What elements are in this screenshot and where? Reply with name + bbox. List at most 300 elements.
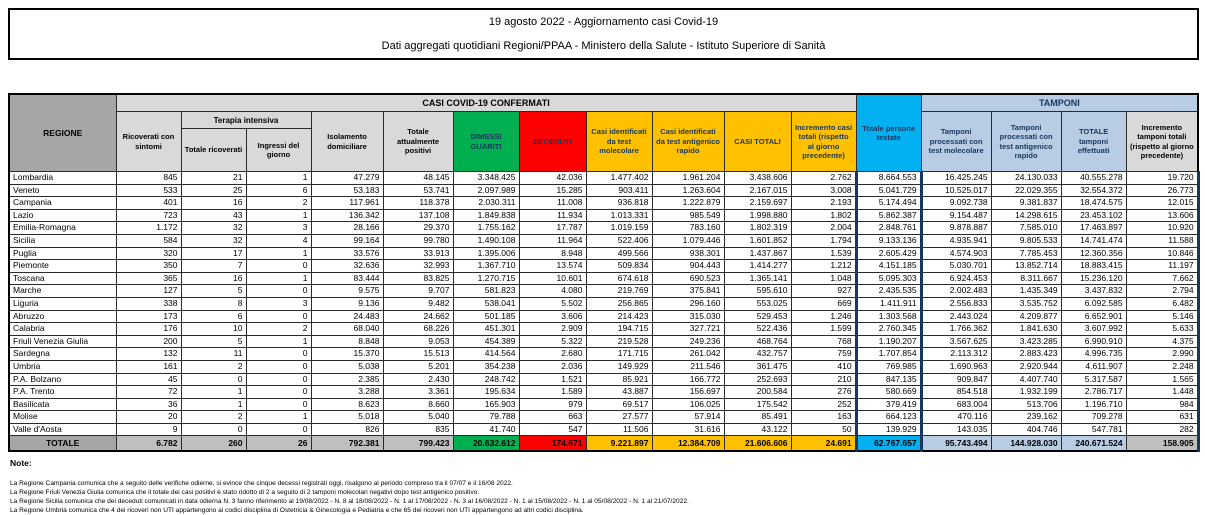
cell-value: 12.015 [1126, 197, 1198, 210]
cell-value: 158.905 [1126, 436, 1198, 452]
report-title-line2: Dati aggregati quotidiani Regioni/PPAA - Ministero della Salute - Istituto Superiore di Sanità [381, 40, 826, 52]
cell-value: 1.367.710 [453, 260, 519, 273]
cell-value: 3 [246, 222, 311, 235]
header-group-terapia-intensiva: Terapia intensiva [181, 112, 311, 129]
region-name: Sicilia [9, 234, 116, 247]
cell-value: 83.825 [383, 272, 453, 285]
cell-value: 143.035 [921, 423, 991, 436]
cell-value: 15.370 [311, 348, 383, 361]
region-name: Valle d'Aosta [9, 423, 116, 436]
cell-value: 7 [181, 260, 246, 273]
header-casi-totali: CASI TOTALI [724, 112, 791, 172]
cell-value: 5.633 [1126, 323, 1198, 336]
cell-value: 136.342 [311, 209, 383, 222]
cell-value: 282 [1126, 423, 1198, 436]
cell-value: 173 [116, 310, 181, 323]
cell-value: 1.019.159 [586, 222, 652, 235]
table-row [9, 323, 1198, 336]
cell-value: 26 [246, 436, 311, 452]
cell-value: 11.008 [519, 197, 586, 210]
cell-value: 68.040 [311, 323, 383, 336]
cell-value: 547 [519, 423, 586, 436]
cell-value: 8.623 [311, 398, 383, 411]
cell-value: 10.601 [519, 272, 586, 285]
cell-value: 2.443.024 [921, 310, 991, 323]
cell-value: 6.092.585 [1061, 297, 1126, 310]
cell-value: 33.913 [383, 247, 453, 260]
cell-value: 53.741 [383, 184, 453, 197]
cell-value: 3.607.992 [1061, 323, 1126, 336]
cell-value: 25 [181, 184, 246, 197]
cell-value: 43 [181, 209, 246, 222]
cell-value: 580.669 [856, 386, 921, 399]
cell-value: 984 [1126, 398, 1198, 411]
cell-value: 127 [116, 285, 181, 298]
cell-value: 6 [181, 310, 246, 323]
cell-value: 5.201 [383, 360, 453, 373]
cell-value: 454.389 [453, 335, 519, 348]
cell-value: 1.599 [791, 323, 856, 336]
cell-value: 24.483 [311, 310, 383, 323]
cell-value: 14.741.474 [1061, 234, 1126, 247]
region-name: Toscana [9, 272, 116, 285]
cell-value: 2 [246, 197, 311, 210]
cell-value: 979 [519, 398, 586, 411]
cell-value: 1.802 [791, 209, 856, 222]
cell-value: 938.301 [652, 247, 724, 260]
table-row [9, 260, 1198, 273]
cell-value: 6.782 [116, 436, 181, 452]
cell-value: 13.852.714 [991, 260, 1061, 273]
region-name: Umbria [9, 360, 116, 373]
cell-value: 8.848 [311, 335, 383, 348]
cell-value: 12.360.356 [1061, 247, 1126, 260]
cell-value: 41.740 [453, 423, 519, 436]
table-row [9, 386, 1198, 399]
note-line: La Regione Friuli Venezia Giulia comunica che il totale dei casi positivi è stato ridotto di 2 a seguito di 2 tamponi molecolari negativi dopo test antigenico positivo. [10, 489, 480, 496]
region-name: Lombardia [9, 172, 116, 185]
cell-value: 553.025 [724, 297, 791, 310]
note-line: La Regione Sicilia comunica che dei deceduti comunicati in data odierna N. 3 fanno riferimento al 19/08/2022 - N. 8 al 18/08/2022 - N. 1 al 17/08/2022 - N. 3 al 16/08/2022 - N. 1 al 15/08/2022 - N. 1 al 05/08/2022 - N. 1 al 21/07/2022. [10, 498, 689, 505]
cell-value: 845 [116, 172, 181, 185]
cell-value: 15.285 [519, 184, 586, 197]
cell-value: 354.238 [453, 360, 519, 373]
cell-value: 24.691 [791, 436, 856, 452]
table-row [9, 335, 1198, 348]
header-incremento-casi: Incremento casi totali (rispetto al giorno precedente) [791, 112, 856, 172]
cell-value: 99.164 [311, 234, 383, 247]
cell-value: 4.935.941 [921, 234, 991, 247]
table-row [9, 348, 1198, 361]
cell-value: 32.554.372 [1061, 184, 1126, 197]
region-name: Marche [9, 285, 116, 298]
cell-value: 40.555.278 [1061, 172, 1126, 185]
cell-value: 5 [181, 285, 246, 298]
cell-value: 2.167.015 [724, 184, 791, 197]
cell-value: 1 [246, 172, 311, 185]
notes-section [10, 458, 1190, 515]
cell-value: 5.040 [383, 411, 453, 424]
cell-value: 5.018 [311, 411, 383, 424]
cell-value: 3.348.425 [453, 172, 519, 185]
cell-value: 106.025 [652, 398, 724, 411]
cell-value: 24.662 [383, 310, 453, 323]
cell-value: 4.574.903 [921, 247, 991, 260]
cell-value: 260 [181, 436, 246, 452]
table-row [9, 360, 1198, 373]
cell-value: 48.145 [383, 172, 453, 185]
cell-value: 792.381 [311, 436, 383, 452]
cell-value: 5.030.701 [921, 260, 991, 273]
cell-value: 2.920.944 [991, 360, 1061, 373]
cell-value: 4.209.877 [991, 310, 1061, 323]
table-row [9, 197, 1198, 210]
cell-value: 3.288 [311, 386, 383, 399]
cell-value: 631 [1126, 411, 1198, 424]
cell-value: 10.525.017 [921, 184, 991, 197]
cell-value: 57.914 [652, 411, 724, 424]
cell-value: 468.764 [724, 335, 791, 348]
cell-value: 5.317.587 [1061, 373, 1126, 386]
region-name: Puglia [9, 247, 116, 260]
cell-value: 3.361 [383, 386, 453, 399]
cell-value: 2 [181, 411, 246, 424]
table-row [9, 247, 1198, 260]
cell-value: 4.996.735 [1061, 348, 1126, 361]
cell-value: 194.715 [586, 323, 652, 336]
table-row [9, 172, 1198, 185]
cell-value: 522.406 [586, 234, 652, 247]
cell-value: 10 [181, 323, 246, 336]
cell-value: 17 [181, 247, 246, 260]
cell-value: 2 [246, 323, 311, 336]
cell-value: 17.463.897 [1061, 222, 1126, 235]
cell-value: 1.411.911 [856, 297, 921, 310]
cell-value: 4.151.185 [856, 260, 921, 273]
cell-value: 0 [246, 360, 311, 373]
cell-value: 165.903 [453, 398, 519, 411]
cell-value: 163 [791, 411, 856, 424]
cell-value: 1.246 [791, 310, 856, 323]
cell-value: 4.407.740 [991, 373, 1061, 386]
table-row [9, 184, 1198, 197]
cell-value: 24.130.033 [991, 172, 1061, 185]
cell-value: 683.004 [921, 398, 991, 411]
cell-value: 132 [116, 348, 181, 361]
cell-value: 118.378 [383, 197, 453, 210]
cell-value: 7.662 [1126, 272, 1198, 285]
table-row [9, 411, 1198, 424]
cell-value: 3.535.752 [991, 297, 1061, 310]
cell-value: 529.453 [724, 310, 791, 323]
cell-value: 9.133.136 [856, 234, 921, 247]
cell-value: 8.948 [519, 247, 586, 260]
cell-value: 16 [181, 197, 246, 210]
cell-value: 1.172 [116, 222, 181, 235]
cell-value: 8.664.553 [856, 172, 921, 185]
cell-value: 276 [791, 386, 856, 399]
cell-value: 2.248 [1126, 360, 1198, 373]
cell-value: 783.160 [652, 222, 724, 235]
cell-value: 835 [383, 423, 453, 436]
cell-value: 36 [116, 398, 181, 411]
region-name: Lazio [9, 209, 116, 222]
cell-value: 21 [181, 172, 246, 185]
cell-value: 6 [246, 184, 311, 197]
region-name: Abruzzo [9, 310, 116, 323]
header-terapia-totale-ricoverati: Totale ricoverati [181, 129, 246, 172]
cell-value: 1.998.880 [724, 209, 791, 222]
cell-value: 1.263.604 [652, 184, 724, 197]
cell-value: 1.601.852 [724, 234, 791, 247]
cell-value: 22.029.355 [991, 184, 1061, 197]
cell-value: 451.301 [453, 323, 519, 336]
cell-value: 909.847 [921, 373, 991, 386]
cell-value: 365 [116, 272, 181, 285]
cell-value: 85.921 [586, 373, 652, 386]
cell-value: 581.823 [453, 285, 519, 298]
cell-value: 547.781 [1061, 423, 1126, 436]
cell-value: 18.883.415 [1061, 260, 1126, 273]
cell-value: 3.438.606 [724, 172, 791, 185]
cell-value: 8.660 [383, 398, 453, 411]
region-name: Molise [9, 411, 116, 424]
cell-value: 12.384.709 [652, 436, 724, 452]
cell-value: 3 [246, 297, 311, 310]
cell-value: 2.004 [791, 222, 856, 235]
cell-value: 2.990 [1126, 348, 1198, 361]
cell-value: 214.423 [586, 310, 652, 323]
table-row [9, 373, 1198, 386]
cell-value: 11.197 [1126, 260, 1198, 273]
cell-value: 0 [246, 260, 311, 273]
cell-value: 1.414.277 [724, 260, 791, 273]
header-ricoverati-sintomi: Ricoverati con sintomi [116, 112, 181, 172]
cell-value: 9.092.738 [921, 197, 991, 210]
cell-value: 29.370 [383, 222, 453, 235]
region-name: P.A. Trento [9, 386, 116, 399]
cell-value: 927 [791, 285, 856, 298]
cell-value: 854.518 [921, 386, 991, 399]
cell-value: 10.846 [1126, 247, 1198, 260]
cell-value: 171.715 [586, 348, 652, 361]
cell-value: 6.652.901 [1061, 310, 1126, 323]
table-body [9, 172, 1198, 452]
cell-value: 9.154.487 [921, 209, 991, 222]
cell-value: 174.571 [519, 436, 586, 452]
cell-value: 1.707.854 [856, 348, 921, 361]
cell-value: 410 [791, 360, 856, 373]
cell-value: 11.588 [1126, 234, 1198, 247]
cell-value: 1.435.349 [991, 285, 1061, 298]
cell-value: 350 [116, 260, 181, 273]
cell-value: 1.013.331 [586, 209, 652, 222]
cell-value: 1.270.715 [453, 272, 519, 285]
report-title-line1: 19 agosto 2022 - Aggiornamento casi Covid-19 [488, 16, 719, 28]
cell-value: 3.008 [791, 184, 856, 197]
cell-value: 903.411 [586, 184, 652, 197]
cell-value: 0 [246, 398, 311, 411]
cell-value: 3.567.625 [921, 335, 991, 348]
cell-value: 83.444 [311, 272, 383, 285]
header-totale-tamponi: TOTALE tamponi effettuati [1061, 112, 1126, 172]
cell-value: 723 [116, 209, 181, 222]
cell-value: 1.589 [519, 386, 586, 399]
cell-value: 4.080 [519, 285, 586, 298]
cell-value: 4 [246, 234, 311, 247]
cell-value: 1.849.838 [453, 209, 519, 222]
cell-value: 1.395.006 [453, 247, 519, 260]
cell-value: 759 [791, 348, 856, 361]
cell-value: 1.477.402 [586, 172, 652, 185]
cell-value: 338 [116, 297, 181, 310]
cell-value: 2.883.423 [991, 348, 1061, 361]
cell-value: 2.909 [519, 323, 586, 336]
cell-value: 0 [246, 386, 311, 399]
cell-value: 2.786.717 [1061, 386, 1126, 399]
cell-value: 1.303.568 [856, 310, 921, 323]
cell-value: 3.437.832 [1061, 285, 1126, 298]
header-group-casi-confermati: CASI COVID-19 CONFERMATI [116, 94, 856, 112]
cell-value: 2.385 [311, 373, 383, 386]
cell-value: 256.865 [586, 297, 652, 310]
header-incremento-tamponi: Incremento tamponi totali (rispetto al giorno precedente) [1126, 112, 1198, 172]
cell-value: 1.079.446 [652, 234, 724, 247]
cell-value: 0 [181, 423, 246, 436]
cell-value: 1 [181, 386, 246, 399]
cell-value: 663 [519, 411, 586, 424]
cell-value: 210 [791, 373, 856, 386]
cell-value: 0 [246, 310, 311, 323]
cell-value: 669 [791, 297, 856, 310]
cell-value: 200 [116, 335, 181, 348]
cell-value: 69.517 [586, 398, 652, 411]
cell-value: 2.113.312 [921, 348, 991, 361]
cell-value: 117.961 [311, 197, 383, 210]
cell-value: 240.671.524 [1061, 436, 1126, 452]
cell-value: 5.174.494 [856, 197, 921, 210]
notes-title: Note: [10, 458, 32, 468]
cell-value: 768 [791, 335, 856, 348]
cell-value: 8.311.667 [991, 272, 1061, 285]
cell-value: 1.521 [519, 373, 586, 386]
cell-value: 1.690.963 [921, 360, 991, 373]
cell-value: 1.565 [1126, 373, 1198, 386]
cell-value: 509.834 [586, 260, 652, 273]
cell-value: 31.616 [652, 423, 724, 436]
cell-value: 404.746 [991, 423, 1061, 436]
cell-value: 2 [181, 360, 246, 373]
cell-value: 23.453.102 [1061, 209, 1126, 222]
cell-value: 62.767.657 [856, 436, 921, 452]
cell-value: 95.743.494 [921, 436, 991, 452]
cell-value: 1.222.879 [652, 197, 724, 210]
cell-value: 6.482 [1126, 297, 1198, 310]
cell-value: 11.506 [586, 423, 652, 436]
cell-value: 9.381.837 [991, 197, 1061, 210]
cell-value: 1.539 [791, 247, 856, 260]
cell-value: 1.196.710 [1061, 398, 1126, 411]
cell-value: 2.556.833 [921, 297, 991, 310]
note-line: La Regione Campania comunica che a seguito delle verifiche odierne, si evince che cinque decessi registrati oggi, risalgono al periodo compreso tra il 07/07 e il 16/08 2022. [10, 480, 513, 487]
header-casi-test-molecolare: Casi identificati da test molecolare [586, 112, 652, 172]
cell-value: 1.190.207 [856, 335, 921, 348]
cell-value: 200.584 [724, 386, 791, 399]
cell-value: 149.929 [586, 360, 652, 373]
cell-value: 1.212 [791, 260, 856, 273]
header-deceduti: DECEDUTI [519, 112, 586, 172]
cell-value: 799.423 [383, 436, 453, 452]
cell-value: 1 [246, 247, 311, 260]
cell-value: 2.794 [1126, 285, 1198, 298]
cell-value: 1.961.204 [652, 172, 724, 185]
cell-value: 17.787 [519, 222, 586, 235]
cell-value: 79.788 [453, 411, 519, 424]
cell-value: 6.990.910 [1061, 335, 1126, 348]
cell-value: 161 [116, 360, 181, 373]
cell-value: 26.773 [1126, 184, 1198, 197]
cell-value: 769.985 [856, 360, 921, 373]
cell-value: 252.693 [724, 373, 791, 386]
cell-value: 21.606.606 [724, 436, 791, 452]
cell-value: 2.680 [519, 348, 586, 361]
cell-value: 1 [246, 335, 311, 348]
cell-value: 379.419 [856, 398, 921, 411]
header-tamponi-molecolare: Tamponi processati con test molecolare [921, 112, 991, 172]
region-name: Campania [9, 197, 116, 210]
cell-value: 2.605.429 [856, 247, 921, 260]
cell-value: 2.193 [791, 197, 856, 210]
cell-value: 2.435.535 [856, 285, 921, 298]
cell-value: 1.048 [791, 272, 856, 285]
cell-value: 847.135 [856, 373, 921, 386]
cell-value: 522.436 [724, 323, 791, 336]
cell-value: 15.236.120 [1061, 272, 1126, 285]
cell-value: 45 [116, 373, 181, 386]
header-regione: REGIONE [9, 94, 116, 172]
cell-value: 156.697 [652, 386, 724, 399]
cell-value: 7.585.010 [991, 222, 1061, 235]
cell-value: 2.430 [383, 373, 453, 386]
cell-value: 11.934 [519, 209, 586, 222]
cell-value: 709.278 [1061, 411, 1126, 424]
cell-value: 32.636 [311, 260, 383, 273]
cell-value: 27.577 [586, 411, 652, 424]
cell-value: 936.818 [586, 197, 652, 210]
cell-value: 1.766.362 [921, 323, 991, 336]
total-label: TOTALE [9, 436, 116, 452]
report-title-box [8, 8, 1199, 60]
cell-value: 13.574 [519, 260, 586, 273]
cell-value: 1.794 [791, 234, 856, 247]
cell-value: 16 [181, 272, 246, 285]
cell-value: 533 [116, 184, 181, 197]
cell-value: 43.887 [586, 386, 652, 399]
region-name: Veneto [9, 184, 116, 197]
cell-value: 2.002.483 [921, 285, 991, 298]
cell-value: 0 [246, 423, 311, 436]
cell-value: 904.443 [652, 260, 724, 273]
table-row [9, 423, 1198, 436]
cell-value: 1.448 [1126, 386, 1198, 399]
cell-value: 47.279 [311, 172, 383, 185]
cell-value: 13.606 [1126, 209, 1198, 222]
cell-value: 2.030.311 [453, 197, 519, 210]
cell-value: 0 [246, 373, 311, 386]
cell-value: 2.097.989 [453, 184, 519, 197]
total-row [9, 436, 1198, 452]
cell-value: 470.116 [921, 411, 991, 424]
